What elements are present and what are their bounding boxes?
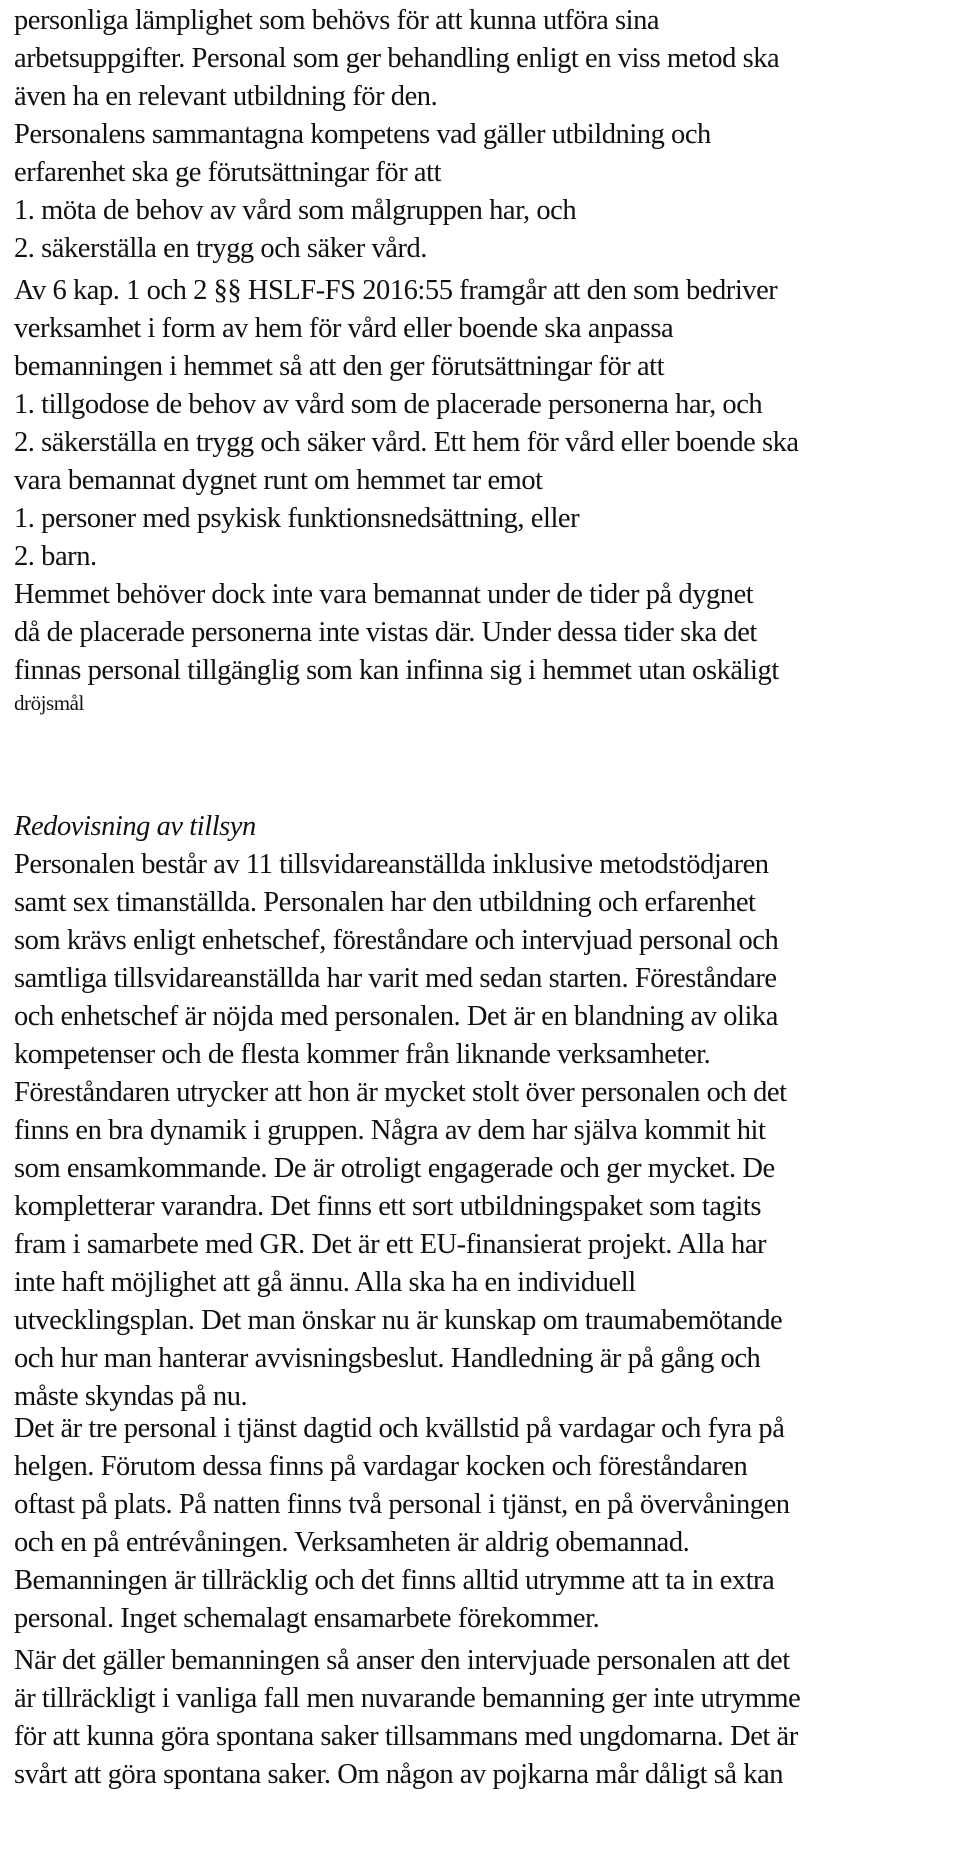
text-line: kompetenser och de flesta kommer från liknande verksamheter. <box>14 1039 711 1070</box>
text-line: för att kunna göra spontana saker tillsammans med ungdomarna. Det är <box>14 1721 798 1752</box>
text-line: Av 6 kap. 1 och 2 §§ HSLF-FS 2016:55 framgår att den som bedriver <box>14 275 778 306</box>
list-item: 2. säkerställa en trygg och säker vård. Ett hem för vård eller boende ska <box>14 427 799 458</box>
text-line: personal. Inget schemalagt ensamarbete förekommer. <box>14 1603 600 1634</box>
text-line: arbetsuppgifter. Personal som ger behandling enligt en viss metod ska <box>14 43 780 74</box>
text-line: Personalen består av 11 tillsvidareanställda inklusive metodstödjaren <box>14 849 769 880</box>
list-item: 1. tillgodose de behov av vård som de placerade personerna har, och <box>14 389 763 420</box>
text-line: och enhetschef är nöjda med personalen. Det är en blandning av olika <box>14 1001 778 1032</box>
text-line: Det är tre personal i tjänst dagtid och kvällstid på vardagar och fyra på <box>14 1413 785 1444</box>
text-line: kompletterar varandra. Det finns ett sort utbildningspaket som tagits <box>14 1191 761 1222</box>
text-line: finns en bra dynamik i gruppen. Några av dem har själva kommit hit <box>14 1115 766 1146</box>
list-item: 1. personer med psykisk funktionsnedsättning, eller <box>14 503 580 534</box>
text-line: bemanningen i hemmet så att den ger förutsättningar för att <box>14 351 665 382</box>
text-line-small: dröjsmål <box>14 691 84 715</box>
text-line: finnas personal tillgänglig som kan infinna sig i hemmet utan oskäligt <box>14 655 779 686</box>
text-line: även ha en relevant utbildning för den. <box>14 81 438 112</box>
text-line: När det gäller bemanningen så anser den intervjuade personalen att det <box>14 1645 790 1676</box>
text-line: som krävs enligt enhetschef, föreståndare och intervjuad personal och <box>14 925 779 956</box>
text-line: som ensamkommande. De är otroligt engagerade och ger mycket. De <box>14 1153 775 1184</box>
text-line: inte haft möjlighet att gå ännu. Alla ska ha en individuell <box>14 1267 636 1298</box>
text-line: fram i samarbete med GR. Det är ett EU-finansierat projekt. Alla har <box>14 1229 767 1260</box>
paragraph-regulation <box>14 272 799 716</box>
text-line: erfarenhet ska ge förutsättningar för att <box>14 157 442 188</box>
text-line: Föreståndaren utrycker att hon är mycket stolt över personalen och det <box>14 1077 787 1108</box>
text-line: är tillräckligt i vanliga fall men nuvarande bemanning ger inte utrymme <box>14 1683 801 1714</box>
paragraph-staff-opinion <box>14 1642 800 1794</box>
list-item: 2. säkerställa en trygg och säker vård. <box>14 233 427 264</box>
text-line: helgen. Förutom dessa finns på vardagar kocken och föreståndaren <box>14 1451 748 1482</box>
text-line: Bemanningen är tillräcklig och det finns alltid utrymme att ta in extra <box>14 1565 775 1596</box>
text-line: måste skyndas på nu. <box>14 1381 248 1412</box>
list-item: 2. barn. <box>14 541 97 572</box>
text-line: verksamhet i form av hem för vård eller boende ska anpassa <box>14 313 674 344</box>
text-line: och hur man hanterar avvisningsbeslut. Handledning är på gång och <box>14 1343 761 1374</box>
text-line: oftast på plats. På natten finns två personal i tjänst, en på övervåningen <box>14 1489 790 1520</box>
text-line: utvecklingsplan. Det man önskar nu är kunskap om traumabemötande <box>14 1305 783 1336</box>
text-line: och en på entrévåningen. Verksamheten är aldrig obemannad. <box>14 1527 690 1558</box>
text-line: personliga lämplighet som behövs för att kunna utföra sina <box>14 5 660 36</box>
text-line: svårt att göra spontana saker. Om någon av pojkarna mår dåligt så kan <box>14 1759 784 1790</box>
text-line: samtliga tillsvidareanställda har varit med sedan starten. Föreståndare <box>14 963 777 994</box>
text-line: då de placerade personerna inte vistas där. Under dessa tider ska det <box>14 617 757 648</box>
text-line: vara bemannat dygnet runt om hemmet tar emot <box>14 465 543 496</box>
text-line: Personalens sammantagna kompetens vad gäller utbildning och <box>14 119 711 150</box>
section-supervision-report <box>14 808 787 1416</box>
section-heading: Redovisning av tillsyn <box>14 811 256 842</box>
paragraph-staffing <box>14 1410 790 1638</box>
text-line: Hemmet behöver dock inte vara bemannat under de tider på dygnet <box>14 579 754 610</box>
paragraph-requirements <box>14 2 779 268</box>
list-item: 1. möta de behov av vård som målgruppen har, och <box>14 195 577 226</box>
text-line: samt sex timanställda. Personalen har den utbildning och erfarenhet <box>14 887 756 918</box>
